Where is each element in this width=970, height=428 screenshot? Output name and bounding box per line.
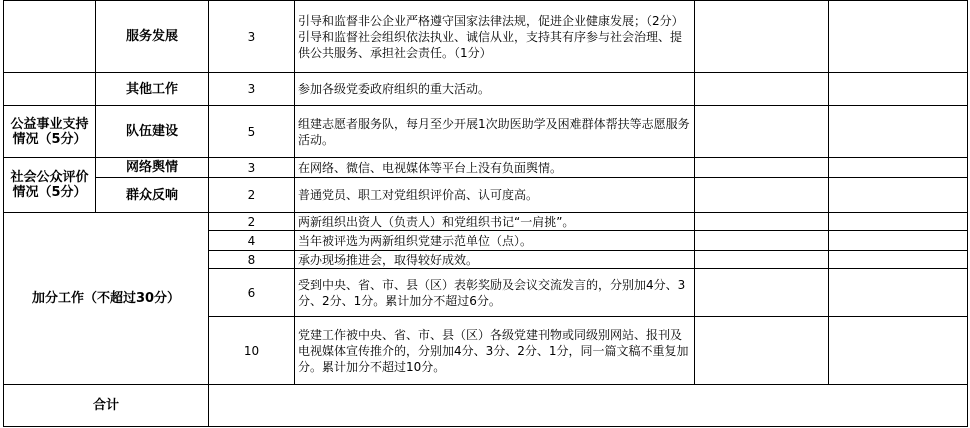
total-label: 合计 xyxy=(4,385,209,427)
content-cell: 参加各级党委政府组织的重大活动。 xyxy=(295,73,695,106)
category-cell-blank xyxy=(4,73,96,106)
content-cell: 承办现场推进会，取得较好成效。 xyxy=(295,251,695,269)
item-name: 其他工作 xyxy=(96,73,209,106)
score-cell: 3 xyxy=(209,73,295,106)
table-row xyxy=(4,158,968,178)
score-cell: 3 xyxy=(209,1,295,73)
self-score-cell xyxy=(695,231,829,251)
self-score-cell xyxy=(695,1,829,73)
score-cell: 3 xyxy=(209,158,295,178)
score-cell: 6 xyxy=(209,269,295,317)
content-cell: 普通党员、职工对党组织评价高、认可度高。 xyxy=(295,178,695,213)
self-score-cell xyxy=(695,178,829,213)
assessment-cell xyxy=(829,106,968,158)
score-cell: 2 xyxy=(209,178,295,213)
content-cell: 当年被评选为两新组织党建示范单位（点）。 xyxy=(295,231,695,251)
table-row xyxy=(4,178,968,213)
content-cell: 两新组织出资人（负责人）和党组织书记“一肩挑”。 xyxy=(295,213,695,231)
self-score-cell xyxy=(695,251,829,269)
category-bonus: 加分工作（不超过30分） xyxy=(4,213,209,385)
item-name: 群众反响 xyxy=(96,178,209,213)
content-cell: 党建工作被中央、省、市、县（区）各级党建刊物或同级别网站、报刊及电视媒体宣传推介的，分别加4分、3分、2分、1分，同一篇文稿不重复加分。累计加分不超过10分。 xyxy=(295,317,695,385)
content-cell: 组建志愿者服务队，每月至少开展1次助医助学及困难群体帮扶等志愿服务活动。 xyxy=(295,106,695,158)
table-row xyxy=(4,73,968,106)
self-score-cell xyxy=(695,106,829,158)
item-name: 网络舆情 xyxy=(96,158,209,178)
assessment-cell xyxy=(829,73,968,106)
assessment-cell xyxy=(829,317,968,385)
item-name: 服务发展 xyxy=(96,1,209,73)
score-cell: 10 xyxy=(209,317,295,385)
assessment-cell xyxy=(829,178,968,213)
assessment-cell xyxy=(829,213,968,231)
self-score-cell xyxy=(695,317,829,385)
scoring-table xyxy=(3,0,968,427)
category-public-welfare: 公益事业支持情况（5分） xyxy=(4,106,96,158)
table-row xyxy=(4,213,968,231)
score-cell: 8 xyxy=(209,251,295,269)
total-row xyxy=(4,385,968,427)
self-score-cell xyxy=(695,213,829,231)
assessment-cell xyxy=(829,158,968,178)
table-row xyxy=(4,106,968,158)
score-cell: 2 xyxy=(209,213,295,231)
table-row xyxy=(4,1,968,73)
score-cell: 4 xyxy=(209,231,295,251)
category-public-evaluation: 社会公众评价情况（5分） xyxy=(4,158,96,213)
self-score-cell xyxy=(695,73,829,106)
self-score-cell xyxy=(695,269,829,317)
assessment-cell xyxy=(829,1,968,73)
self-score-cell xyxy=(695,158,829,178)
category-cell-blank xyxy=(4,1,96,73)
score-cell: 5 xyxy=(209,106,295,158)
content-cell: 在网络、微信、电视媒体等平台上没有负面舆情。 xyxy=(295,158,695,178)
assessment-cell xyxy=(829,269,968,317)
total-value-cell xyxy=(209,385,968,427)
item-name: 队伍建设 xyxy=(96,106,209,158)
content-cell: 引导和监督非公企业严格遵守国家法律法规，促进企业健康发展；（2分）引导和监督社会组织依法执业、诚信从业，支持其有序参与社会治理、提供公共服务、承担社会责任。（1分） xyxy=(295,1,695,73)
content-cell: 受到中央、省、市、县（区）表彰奖励及会议交流发言的，分别加4分、3分、2分、1分。累计加分不超过6分。 xyxy=(295,269,695,317)
assessment-cell xyxy=(829,231,968,251)
assessment-cell xyxy=(829,251,968,269)
